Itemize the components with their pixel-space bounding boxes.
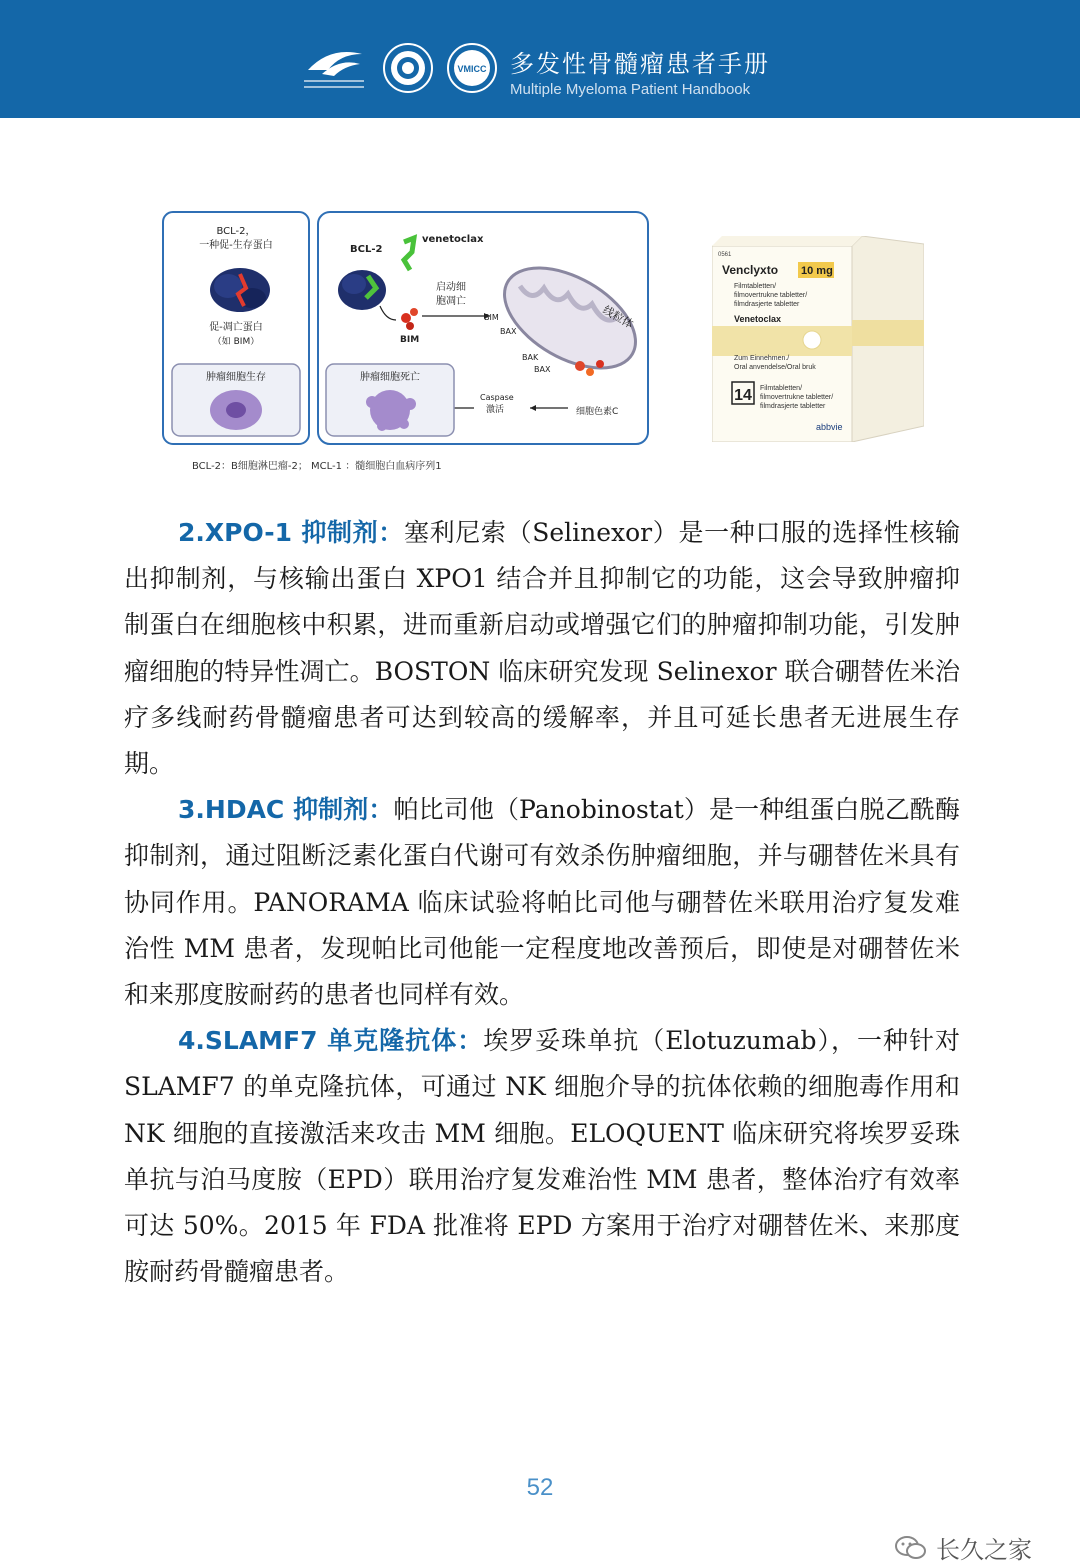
association-seal-logo	[382, 42, 434, 94]
bim-label-2: BIM	[484, 313, 499, 322]
product-code: 0561	[718, 252, 732, 258]
product-line-2: filmovertrukne tabletter/	[734, 292, 808, 299]
start-apoptosis-label-2: 胞凋亡	[436, 296, 466, 307]
caspase-label-2: 激活	[486, 405, 505, 415]
bax-label-1: BAX	[500, 327, 517, 336]
bcl2-label: BCL-2	[350, 244, 383, 255]
text-slamf7: 埃罗妥珠单抗（Elotuzumab），一种针对 SLAMF7 的单克隆抗体，可通过 NK 细胞介导的抗体依赖的细胞毒作用和 NK 细胞的直接激活来攻击 MM 细胞。ELOQUENT 临床研究将埃罗妥珠单抗与泊马度胺（EPD）联用治疗复发难治性 MM 患者，整体治疗有效率可达 50%。2015 年 FDA 批准将 EPD 方案用于治疗对硼替佐米、来那度胺耐药骨髓瘤患者。	[124, 1026, 960, 1287]
bak-label: BAK	[522, 353, 539, 362]
header-title-en: Multiple Myeloma Patient Handbook	[510, 81, 751, 98]
venclyxto-product-box	[712, 236, 924, 442]
venetoclax-label: venetoclax	[422, 234, 484, 245]
product-count-line-1: Filmtabletten/	[760, 385, 803, 392]
product-dose: 10 mg	[801, 265, 833, 277]
page-number: 52	[526, 1474, 554, 1501]
product-count: 14	[734, 387, 752, 404]
cytochrome-c-label: 细胞色素C	[576, 407, 619, 417]
product-generic: Venetoclax	[734, 314, 782, 324]
bax-label-2: BAX	[534, 365, 551, 374]
logo-group	[300, 38, 498, 98]
product-use-1: Zum Einnehmen./	[734, 355, 790, 362]
death-label: 肿瘤细胞死亡	[360, 372, 420, 383]
paragraph-xpo1	[124, 510, 960, 787]
start-apoptosis-label-1: 启动细	[436, 282, 466, 293]
body-content	[124, 510, 960, 1295]
product-maker: abbvie	[816, 422, 843, 432]
pro-apoptotic-label: 促-凋亡蛋白	[209, 322, 263, 333]
page-header	[0, 0, 1080, 118]
product-use-2: Oral anvendelse/Oral bruk	[734, 364, 816, 371]
watermark-text: 长久之家	[936, 1536, 1032, 1564]
myeloma-alliance-logo	[300, 40, 370, 96]
product-line-1: Filmtabletten/	[734, 283, 777, 290]
vmicc-logo	[446, 42, 498, 94]
heading-slamf7: 4.SLAMF7 单克隆抗体：	[178, 1026, 484, 1056]
bcl2-title: BCL-2，	[216, 226, 256, 237]
paragraph-hdac	[124, 787, 960, 1018]
header-title-block	[510, 44, 770, 98]
product-brand: Venclyxto	[722, 263, 779, 277]
bcl2-protein-icon	[210, 268, 270, 312]
mitochondrion-label: 线粒体	[600, 303, 636, 332]
bcl2-bound-icon	[338, 270, 386, 310]
product-count-line-3: filmdrasjerte tabletter	[760, 403, 826, 410]
venetoclax-mechanism-figure	[160, 208, 650, 448]
product-count-line-2: filmovertrukne tabletter/	[760, 394, 834, 401]
pro-apoptotic-example: （如 BIM）	[212, 337, 260, 347]
heading-xpo1: 2.XPO-1 抑制剂：	[178, 518, 404, 547]
bim-label: BIM	[400, 335, 420, 345]
text-xpo1: 塞利尼索（Selinexor）是一种口服的选择性核输出抑制剂，与核输出蛋白 XPO1 结合并且抑制它的功能，这会导致肿瘤抑制蛋白在细胞核中积累，进而重新启动或增强它们的肿瘤抑制功能，引发肿瘤细胞的特异性凋亡。BOSTON 临床研究发现 Selinexor 联合硼替佐米治疗多线耐药骨髓瘤患者可达到较高的缓解率，并且可延长患者无进展生存期。	[124, 518, 960, 779]
caspase-label-1: Caspase	[480, 393, 514, 402]
survival-label: 肿瘤细胞生存	[206, 372, 266, 383]
text-hdac: 帕比司他（Panobinostat）是一种组蛋白脱乙酰酶抑制剂，通过阻断泛素化蛋白代谢可有效杀伤肿瘤细胞，并与硼替佐米具有协同作用。PANORAMA 临床试验将帕比司他与硼替佐米联用治疗复发难治性 MM 患者，发现帕比司他能一定程度地改善预后，即使是对硼替佐米和来那度胺耐药的患者也同样有效。	[124, 795, 960, 1010]
product-line-3: filmdrasjerte tabletter	[734, 301, 800, 308]
bcl2-subtitle: 一种促-生存蛋白	[199, 240, 273, 251]
figure-caption: BCL-2：B细胞淋巴瘤-2； MCL-1 ：髓细胞白血病序列1	[192, 461, 442, 472]
header-title-cn: 多发性骨髓瘤患者手册	[510, 50, 770, 78]
heading-hdac: 3.HDAC 抑制剂：	[178, 795, 394, 825]
wechat-icon	[894, 1534, 928, 1562]
paragraph-slamf7	[124, 1018, 960, 1295]
vmicc-logo-text: VMICC	[457, 64, 487, 74]
wechat-watermark	[894, 1530, 1032, 1565]
